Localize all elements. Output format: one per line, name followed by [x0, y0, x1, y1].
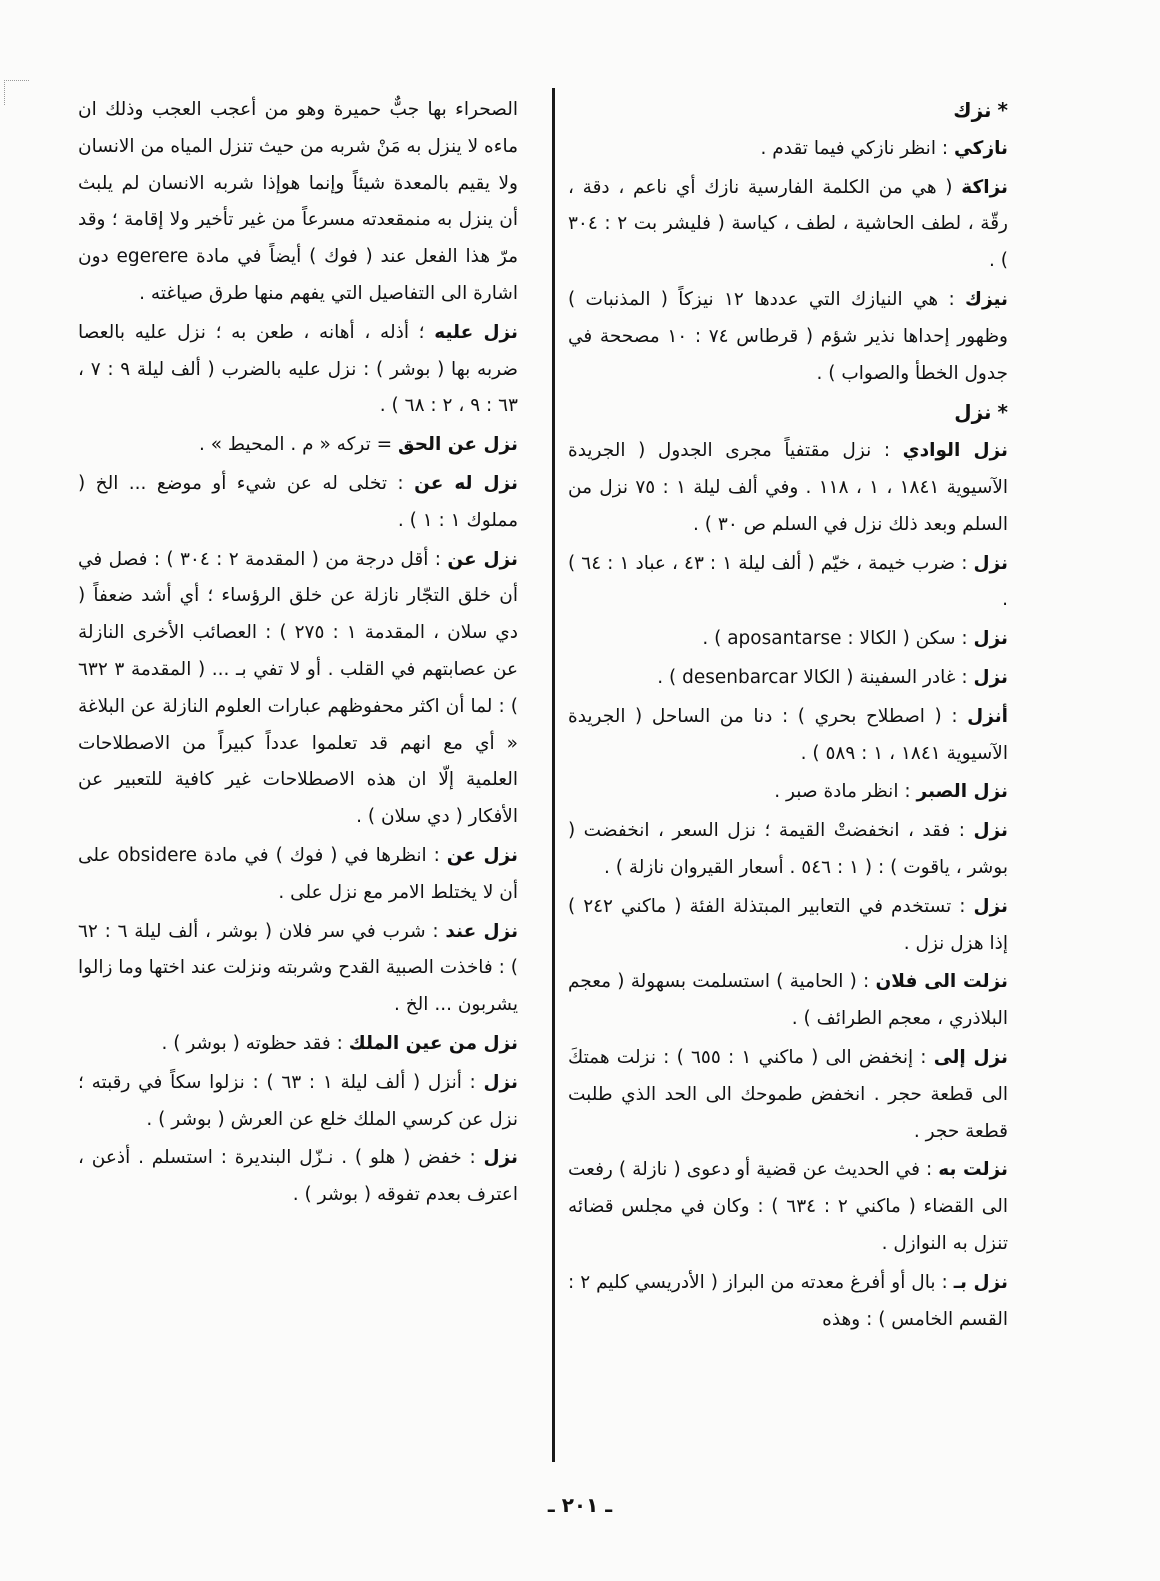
- entry-definition: : إنخفض الى ( ماكني ١ : ٦٥٥ ) : نزلت همتكَ الى قطعة حجر . انخفض طموحك الى الحد الذي طلبت قطعة حجر .: [568, 1046, 1008, 1142]
- entry-headword: نزل من عين الملك: [348, 1032, 518, 1054]
- dictionary-entry: [568, 699, 1008, 773]
- dictionary-entry: [78, 914, 518, 1024]
- entry-headword: نزل: [483, 1147, 518, 1169]
- dictionary-entry: [568, 813, 1008, 887]
- dictionary-entry: [78, 1026, 518, 1063]
- entry-definition: : ( الحامية ) استسلمت بسهولة ( معجم البلاذري ، معجم الطرائف ) .: [568, 971, 1008, 1030]
- entry-definition: : في الحديث عن قضية أو دعوى ( نازلة ) رفعت الى القضاء ( ماكني ٢ : ٦٣٤ ) : وكان في مجلس قضائه تنزل به النوازل .: [568, 1159, 1008, 1254]
- dictionary-entry: [568, 131, 1008, 168]
- entry-headword: أنزل: [967, 705, 1008, 727]
- entry-definition: : ( اصطلاح بحري ) : دنا من الساحل ( الجريدة الآسيوية ١٨٤١ ، ١ : ٥٨٩ ) .: [568, 705, 1008, 764]
- dictionary-entry: [78, 542, 518, 836]
- entry-definition: : هي النيازك التي عددها ١٢ نيزكاً ( المذنبات ) وظهور إحداها نذير شؤم ( قرطاس ٧٤ : ١٠ مصححة في جدول الخطأ والصواب ) .: [568, 288, 1008, 384]
- entry-headword: نزل عليه: [434, 321, 518, 343]
- entry-definition: : تستخدم في التعابير المبتذلة الفئة ( ماكني ٢٤٢ ) إذا هزل نزل .: [568, 895, 1008, 954]
- scan-corner-mark: [4, 80, 29, 105]
- entry-headword: نزل: [483, 1071, 518, 1093]
- entry-definition: : خفض ( هلو ) . نـزّل البنديرة : استسلم . أذعن ، اعترف بعدم تفوقه ( بوشر ) .: [78, 1147, 518, 1206]
- entry-headword: نازكي: [953, 137, 1008, 159]
- dictionary-entry: [78, 1065, 518, 1139]
- entry-headword: نزل الوادي: [902, 440, 1008, 462]
- dictionary-entry: [78, 1140, 518, 1214]
- entry-headword: نزل: [973, 628, 1008, 650]
- entry-headword: نزاكة: [961, 176, 1008, 198]
- entry-definition: = تركه « م . المحيط » .: [198, 434, 399, 456]
- dictionary-entry: [568, 964, 1008, 1038]
- dictionary-entry: [78, 92, 518, 313]
- root-text: نزك: [953, 98, 992, 122]
- dictionary-entry: [78, 466, 518, 540]
- entry-definition: : أنزل ( ألف ليلة ١ : ٦٣ ) : نزلوا سكاً في رقبته ؛ نزل عن كرسي الملك خلع عن العرش ( بوشر ) .: [78, 1071, 518, 1130]
- entry-headword: نزلت به: [938, 1159, 1009, 1181]
- entry-headword: نزل: [973, 666, 1008, 688]
- dictionary-entry: [568, 546, 1008, 620]
- dictionary-entry: [78, 427, 518, 464]
- entry-definition: ( هي من الكلمة الفارسية نازك أي ناعم ، دقة ، رقّة ، لطف الحاشية ، لطف ، كياسة ( فليشر بت ٢ : ٣٠٤ ) .: [568, 176, 1008, 272]
- entry-headword: نزل: [973, 820, 1008, 842]
- dictionary-entry: [78, 315, 518, 425]
- entry-headword: نزل عن الحق: [398, 434, 518, 456]
- entry-definition: : انظرها في ( فوك ) في مادة obsidere على أن لا يختلط الامر مع نزل على .: [78, 844, 518, 903]
- entry-headword: نزل: [973, 895, 1008, 917]
- entry-definition: ؛ أذله ، أهانه ، طعن به ؛ نزل عليه بالعصا ضربه بها ( بوشر ) : نزل عليه بالضرب ( ألف ليلة ٩ : ٧ ، ٦٣ : ٩ ، ٢ : ٦٨ ) .: [78, 321, 519, 417]
- entry-headword: نزل بـ: [953, 1271, 1008, 1293]
- root-marker: *: [997, 400, 1008, 425]
- column-divider: [552, 88, 555, 1462]
- entry-definition: : غادر السفينة ( الكالا desenbarcar ) .: [657, 666, 974, 688]
- entry-definition: : فقد ، انخفضتْ القيمة ؛ نزل السعر ، انخفضت ( بوشر ، ياقوت ) : ( ١ : ٥٤٦ . أسعار القيروان نازلة ) .: [568, 820, 1008, 878]
- dictionary-entry: [568, 621, 1008, 658]
- entry-definition: : ضرب خيمة ، خيّم ( ألف ليلة ١ : ٤٣ ، عباد ١ : ٦٤ ) .: [568, 552, 1008, 611]
- entry-definition: : فقد حظوته ( بوشر ) .: [161, 1032, 349, 1054]
- entry-headword: نزل الصبر: [916, 781, 1008, 803]
- dictionary-entry: [568, 1265, 1008, 1339]
- dictionary-entry: [568, 889, 1008, 963]
- entry-definition: : شرب في سر فلان ( بوشر ، ألف ليلة ٦ : ٦٢ ) : فاخذت الصبية القدح وشربته ونزلت عند اختها وما زالوا يشربون ... الخ .: [78, 920, 518, 1016]
- entry-definition: : تخلى له عن شيء أو موضع ... الخ ( مملوك ١ : ١ ) .: [78, 472, 518, 531]
- entry-headword: نزل: [973, 552, 1008, 574]
- dictionary-entry: [568, 170, 1008, 280]
- left-column: [78, 92, 518, 1216]
- entry-headword: نزل إلى: [933, 1046, 1008, 1068]
- entry-definition: : انظر نازكي فيما تقدم .: [760, 137, 954, 159]
- entry-definition: الصحراء بها جبٌّ حميرة وهو من أعجب العجب وذلك ان ماءه لا ينزل به مَنْ شربه من حيث تنزل المياه من الانسان ولا يقيم بالمعدة شيئاً وإنما هوإذا شربه الانسان لم يلبث أن ينزل به منمقعدته مسرعاً من غير تأخير ولا إقامة ؛ وقد مرّ هذا الفعل عند ( فوك ) أيضاً في مادة egerere دون اشارة الى التفاصيل التي يفهم منها طرق صياغته .: [78, 99, 518, 304]
- entry-headword: نيزك: [965, 288, 1008, 310]
- entry-definition: : أقل درجة من ( المقدمة ٢ : ٣٠٤ ) : فصل في أن خلق التجّار نازلة عن خلق الرؤساء ؛ أي أشد ضعفاً ( دي سلان ، المقدمة ١ : ٢٧٥ ) : العصائب الأخرى النازلة عن عصابتهم في القلب . أو لا تفي بـ ... ( المقدمة ٣ ٦٣٢ ) : لما أن اكثر محفوظهم عبارات العلوم النازلة عن البلاغة « أي مع انهم قد تعلموا عدداً كبيراً من الاصطلاحات العلمية إلّا ان هذه الاصطلاحات غير كافية للتعبير عن الأفكار ( دي سلان ) .: [78, 548, 518, 828]
- dictionary-entry: [78, 838, 518, 912]
- right-column: [568, 92, 1008, 1340]
- root-heading: [568, 394, 1008, 431]
- root-text: نزل: [954, 400, 992, 425]
- entry-definition: : سكن ( الكالا : aposantarse ) .: [702, 628, 974, 650]
- entry-headword: نزل عند: [445, 920, 519, 942]
- dictionary-entry: [568, 433, 1008, 543]
- dictionary-entry: [568, 1152, 1008, 1262]
- page-number: ـ ٢٠١ ـ: [547, 1493, 613, 1517]
- entry-headword: نزلت الى فلان: [875, 971, 1008, 993]
- entry-headword: نزل عن: [446, 844, 519, 866]
- dictionary-entry: [568, 282, 1008, 392]
- dictionary-entry: [568, 774, 1008, 811]
- dictionary-entry: [568, 660, 1008, 697]
- entry-definition: : بال أو أفرغ معدته من البراز ( الأدريسي كليم ٢ : القسم الخامس ) : وهذه: [568, 1271, 1008, 1330]
- entry-definition: : نزل مقتفياً مجرى الجدول ( الجريدة الآسيوية ١٨٤١ ، ١ ، ١١٨ . وفي ألف ليلة ١ : ٧٥ نزل من السلم وبعد ذلك نزل في السلم ص ٣٠ ) .: [568, 440, 1009, 535]
- entry-headword: نزل له عن: [414, 472, 518, 494]
- dictionary-entry: [568, 1040, 1008, 1150]
- root-heading: [568, 92, 1008, 129]
- entry-definition: : انظر مادة صبر .: [774, 781, 917, 803]
- root-marker: *: [997, 98, 1008, 122]
- entry-headword: نزل عن: [447, 548, 519, 570]
